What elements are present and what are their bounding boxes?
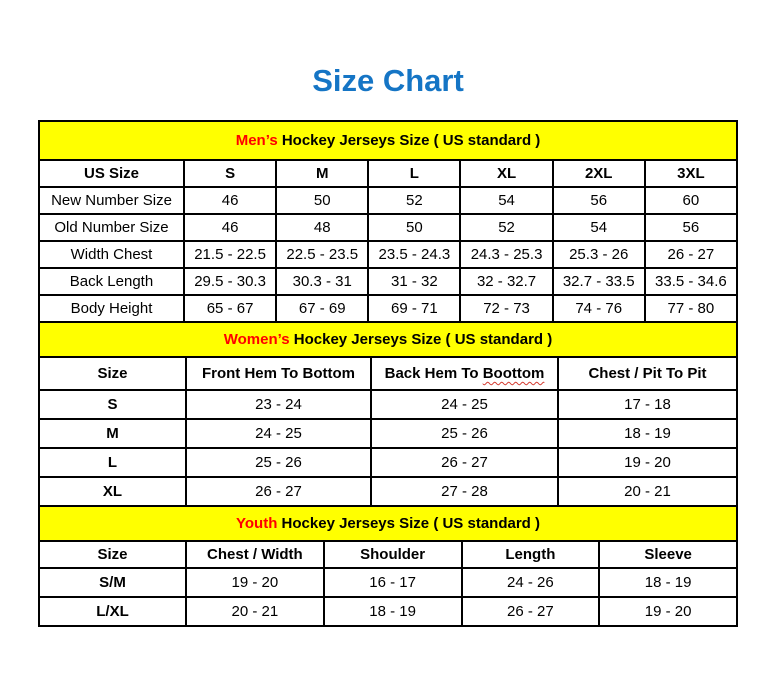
cell-value: 46: [184, 214, 276, 241]
womens-size-table: [38, 321, 738, 507]
row-label: Old Number Size: [39, 214, 184, 241]
section-header: [39, 121, 737, 160]
cell-value: 56: [645, 214, 737, 241]
row-label: Width Chest: [39, 241, 184, 268]
cell-value: 74 - 76: [553, 295, 645, 322]
cell-value: 67 - 69: [276, 295, 368, 322]
column-header: Front Hem To Bottom: [186, 357, 371, 390]
table-row: [39, 448, 737, 477]
cell-value: 26 - 27: [645, 241, 737, 268]
section-highlight: Youth: [236, 515, 278, 532]
cell-value: 52: [460, 214, 552, 241]
cell-value: 19 - 20: [599, 597, 737, 626]
row-label: New Number Size: [39, 187, 184, 214]
table-row: [39, 268, 737, 295]
cell-value: 26 - 27: [371, 448, 558, 477]
cell-value: 26 - 27: [186, 477, 371, 506]
cell-value: 20 - 21: [558, 477, 737, 506]
cell-value: 19 - 20: [558, 448, 737, 477]
cell-value: 54: [553, 214, 645, 241]
column-header: Chest / Pit To Pit: [558, 357, 737, 390]
column-header: 3XL: [645, 160, 737, 187]
cell-value: 24 - 26: [462, 568, 600, 597]
cell-value: 25 - 26: [371, 419, 558, 448]
cell-value: 50: [368, 214, 460, 241]
cell-value: 30.3 - 31: [276, 268, 368, 295]
cell-value: 48: [276, 214, 368, 241]
cell-value: 20 - 21: [186, 597, 324, 626]
cell-value: 72 - 73: [460, 295, 552, 322]
section-header: [39, 506, 737, 541]
cell-value: 23 - 24: [186, 390, 371, 419]
section-title-rest: Hockey Jerseys Size ( US standard ): [289, 331, 553, 348]
cell-value: 54: [460, 187, 552, 214]
cell-value: 65 - 67: [184, 295, 276, 322]
table-row: [39, 419, 737, 448]
table-row: [39, 295, 737, 322]
cell-value: 32 - 32.7: [460, 268, 552, 295]
table-row: [39, 477, 737, 506]
column-header: XL: [460, 160, 552, 187]
table-row: [39, 241, 737, 268]
row-label: XL: [39, 477, 186, 506]
column-header: Size: [39, 357, 186, 390]
column-header: Chest / Width: [186, 541, 324, 568]
column-header: US Size: [39, 160, 184, 187]
page-title: Size Chart: [312, 63, 464, 98]
header-text: Back Hem To: [384, 365, 483, 382]
column-header: S: [184, 160, 276, 187]
column-header: M: [276, 160, 368, 187]
column-header-row: [39, 357, 737, 390]
cell-value: 56: [553, 187, 645, 214]
column-header: [371, 357, 558, 390]
column-header: 2XL: [553, 160, 645, 187]
column-header: Length: [462, 541, 600, 568]
cell-value: 18 - 19: [324, 597, 462, 626]
cell-value: 31 - 32: [368, 268, 460, 295]
cell-value: 24 - 25: [371, 390, 558, 419]
table-row: [39, 597, 737, 626]
cell-value: 16 - 17: [324, 568, 462, 597]
size-tables-container: [38, 120, 738, 627]
cell-value: 60: [645, 187, 737, 214]
section-title-rest: Hockey Jerseys Size ( US standard ): [277, 515, 540, 532]
row-label: S/M: [39, 568, 186, 597]
cell-value: 24 - 25: [186, 419, 371, 448]
misspelled-word: Boottom: [482, 365, 545, 382]
section-band-row: [39, 322, 737, 357]
cell-value: 33.5 - 34.6: [645, 268, 737, 295]
cell-value: 18 - 19: [558, 419, 737, 448]
cell-value: 25 - 26: [186, 448, 371, 477]
cell-value: 21.5 - 22.5: [184, 241, 276, 268]
section-highlight: Women’s: [223, 331, 290, 348]
column-header-row: [39, 541, 737, 568]
section-highlight: Men’s: [235, 132, 278, 149]
cell-value: 25.3 - 26: [553, 241, 645, 268]
cell-value: 52: [368, 187, 460, 214]
row-label: Body Height: [39, 295, 184, 322]
row-label: L: [39, 448, 186, 477]
cell-value: 29.5 - 30.3: [184, 268, 276, 295]
cell-value: 22.5 - 23.5: [276, 241, 368, 268]
row-label: S: [39, 390, 186, 419]
row-label: L/XL: [39, 597, 186, 626]
cell-value: 32.7 - 33.5: [553, 268, 645, 295]
section-band-row: [39, 121, 737, 160]
cell-value: 17 - 18: [558, 390, 737, 419]
cell-value: 24.3 - 25.3: [460, 241, 552, 268]
row-label: M: [39, 419, 186, 448]
table-row: [39, 187, 737, 214]
cell-value: 77 - 80: [645, 295, 737, 322]
cell-value: 26 - 27: [462, 597, 600, 626]
cell-value: 27 - 28: [371, 477, 558, 506]
column-header: Shoulder: [324, 541, 462, 568]
column-header-row: [39, 160, 737, 187]
cell-value: 69 - 71: [368, 295, 460, 322]
section-band-row: [39, 506, 737, 541]
column-header: Sleeve: [599, 541, 737, 568]
table-row: [39, 390, 737, 419]
section-title-rest: Hockey Jerseys Size ( US standard ): [277, 132, 541, 149]
youth-size-table: [38, 505, 738, 627]
table-row: [39, 214, 737, 241]
cell-value: 46: [184, 187, 276, 214]
mens-size-table: [38, 120, 738, 323]
column-header: Size: [39, 541, 186, 568]
column-header: L: [368, 160, 460, 187]
table-row: [39, 568, 737, 597]
row-label: Back Length: [39, 268, 184, 295]
cell-value: 19 - 20: [186, 568, 324, 597]
cell-value: 18 - 19: [599, 568, 737, 597]
cell-value: 50: [276, 187, 368, 214]
cell-value: 23.5 - 24.3: [368, 241, 460, 268]
section-header: [39, 322, 737, 357]
